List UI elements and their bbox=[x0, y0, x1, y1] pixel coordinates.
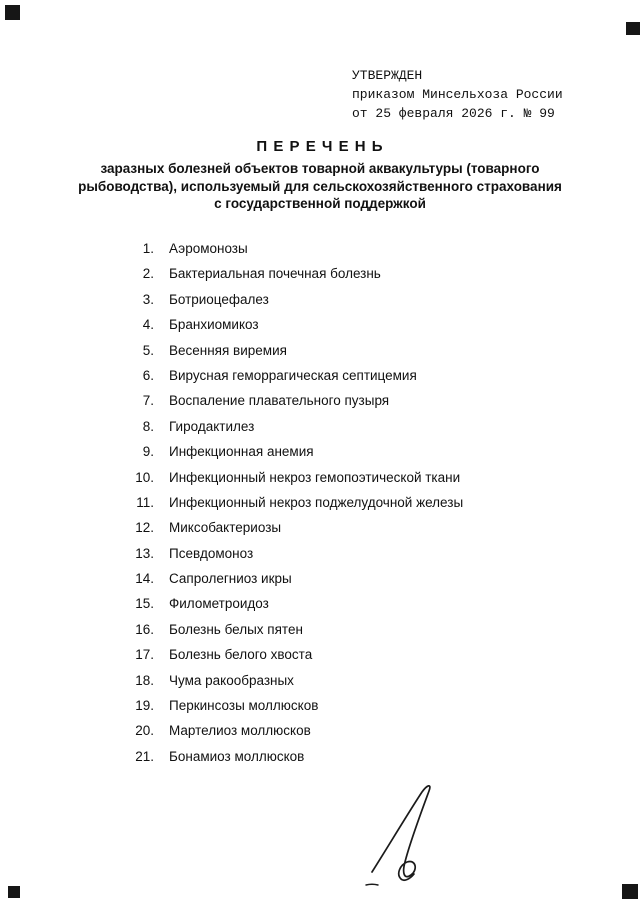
handwritten-signature bbox=[352, 782, 487, 892]
disease-list bbox=[118, 236, 463, 769]
list-item bbox=[118, 591, 463, 616]
list-item-label: Бактериальная почечная болезнь bbox=[169, 266, 381, 282]
list-item-number: 1. bbox=[142, 241, 154, 256]
list-item-label: Сапролегниоз икры bbox=[169, 571, 292, 587]
list-item-number: 15. bbox=[135, 596, 154, 612]
list-item bbox=[118, 515, 463, 540]
list-item-label: Вирусная геморрагическая септицемия bbox=[169, 367, 417, 383]
document-subtitle bbox=[0, 160, 640, 213]
approval-line-order: приказом Минсельхоза России bbox=[352, 87, 563, 102]
list-item bbox=[118, 338, 463, 363]
list-item-number: 17. bbox=[135, 647, 154, 663]
list-item bbox=[118, 465, 463, 490]
approval-block bbox=[352, 66, 563, 123]
list-item-label: Болезнь белого хвоста bbox=[169, 647, 313, 663]
list-item-number: 9. bbox=[142, 444, 154, 460]
list-item-number: 21. bbox=[135, 748, 154, 764]
list-item-label: Инфекционный некроз гемопоэтической ткани bbox=[169, 469, 461, 485]
list-item-number: 5. bbox=[142, 342, 154, 358]
list-item-label: Ботриоцефалез bbox=[169, 291, 269, 307]
list-item-number: 18. bbox=[135, 672, 154, 688]
list-item-number: 8. bbox=[142, 418, 154, 434]
scan-corner-mark-top-left bbox=[5, 5, 20, 20]
scan-corner-mark-bottom-right bbox=[622, 884, 638, 899]
list-item bbox=[118, 490, 463, 515]
approval-line-approved: УТВЕРЖДЕН bbox=[352, 68, 423, 83]
scan-corner-mark-top-right bbox=[626, 22, 640, 35]
subtitle-line-2: рыбоводства), используемый для сельскохозяйственного страхования bbox=[78, 178, 562, 194]
list-item-number: 7. bbox=[142, 393, 154, 409]
list-item-label: Инфекционная анемия bbox=[169, 444, 314, 460]
list-item bbox=[118, 744, 463, 769]
list-item-label: Болезнь белых пятен bbox=[169, 621, 303, 637]
list-item-label: Чума ракообразных bbox=[169, 672, 294, 688]
list-item-number: 4. bbox=[142, 317, 154, 333]
approval-line-date-number: от 25 февраля 2026 г. № 99 bbox=[352, 106, 555, 121]
scan-corner-mark-bottom-left bbox=[8, 886, 20, 898]
list-item-number: 13. bbox=[135, 545, 154, 561]
list-item-label: Филометроидоз bbox=[169, 596, 269, 612]
list-item-label: Гиродактилез bbox=[169, 418, 255, 434]
list-item-label: Инфекционный некроз поджелудочной железы bbox=[169, 494, 464, 510]
list-item-label: Весенняя виремия bbox=[169, 342, 287, 358]
document-title: П Е Р Е Ч Е Н Ь bbox=[256, 138, 384, 155]
list-item-number: 2. bbox=[142, 266, 154, 282]
list-item-label: Бранхиомикоз bbox=[169, 317, 259, 333]
list-item-number: 11. bbox=[136, 494, 154, 510]
list-item-number: 20. bbox=[135, 723, 154, 739]
list-item-number: 16. bbox=[135, 621, 154, 637]
list-item bbox=[118, 718, 463, 743]
list-item-label: Миксобактериозы bbox=[169, 520, 282, 536]
subtitle-line-3: с государственной поддержкой bbox=[214, 196, 426, 211]
list-item-number: 10. bbox=[135, 469, 154, 485]
list-item bbox=[118, 312, 463, 337]
list-item bbox=[118, 617, 463, 642]
list-item-number: 12. bbox=[135, 520, 154, 536]
list-item-label: Мартелиоз моллюсков bbox=[169, 723, 311, 739]
list-item-label: Перкинсозы моллюсков bbox=[169, 698, 319, 714]
list-item-number: 19. bbox=[135, 698, 154, 714]
list-item-number: 14. bbox=[135, 571, 154, 587]
list-item bbox=[118, 566, 463, 591]
list-item bbox=[118, 541, 463, 566]
subtitle-line-1: заразных болезней объектов товарной аквакультуры (товарного bbox=[100, 161, 540, 176]
list-item bbox=[118, 668, 463, 693]
list-item bbox=[118, 439, 463, 464]
list-item-label: Бонамиоз моллюсков bbox=[169, 748, 305, 764]
list-item bbox=[118, 414, 463, 439]
list-item-label: Аэромонозы bbox=[169, 241, 248, 256]
list-item-number: 6. bbox=[142, 367, 154, 383]
list-item bbox=[118, 693, 463, 718]
list-item bbox=[118, 287, 463, 312]
list-item bbox=[118, 388, 463, 413]
list-item bbox=[118, 236, 463, 261]
list-item bbox=[118, 642, 463, 667]
list-item bbox=[118, 363, 463, 388]
list-item-label: Воспаление плавательного пузыря bbox=[169, 393, 390, 409]
list-item bbox=[118, 261, 463, 286]
list-item-number: 3. bbox=[142, 291, 154, 307]
list-item-label: Псевдомоноз bbox=[169, 545, 254, 561]
